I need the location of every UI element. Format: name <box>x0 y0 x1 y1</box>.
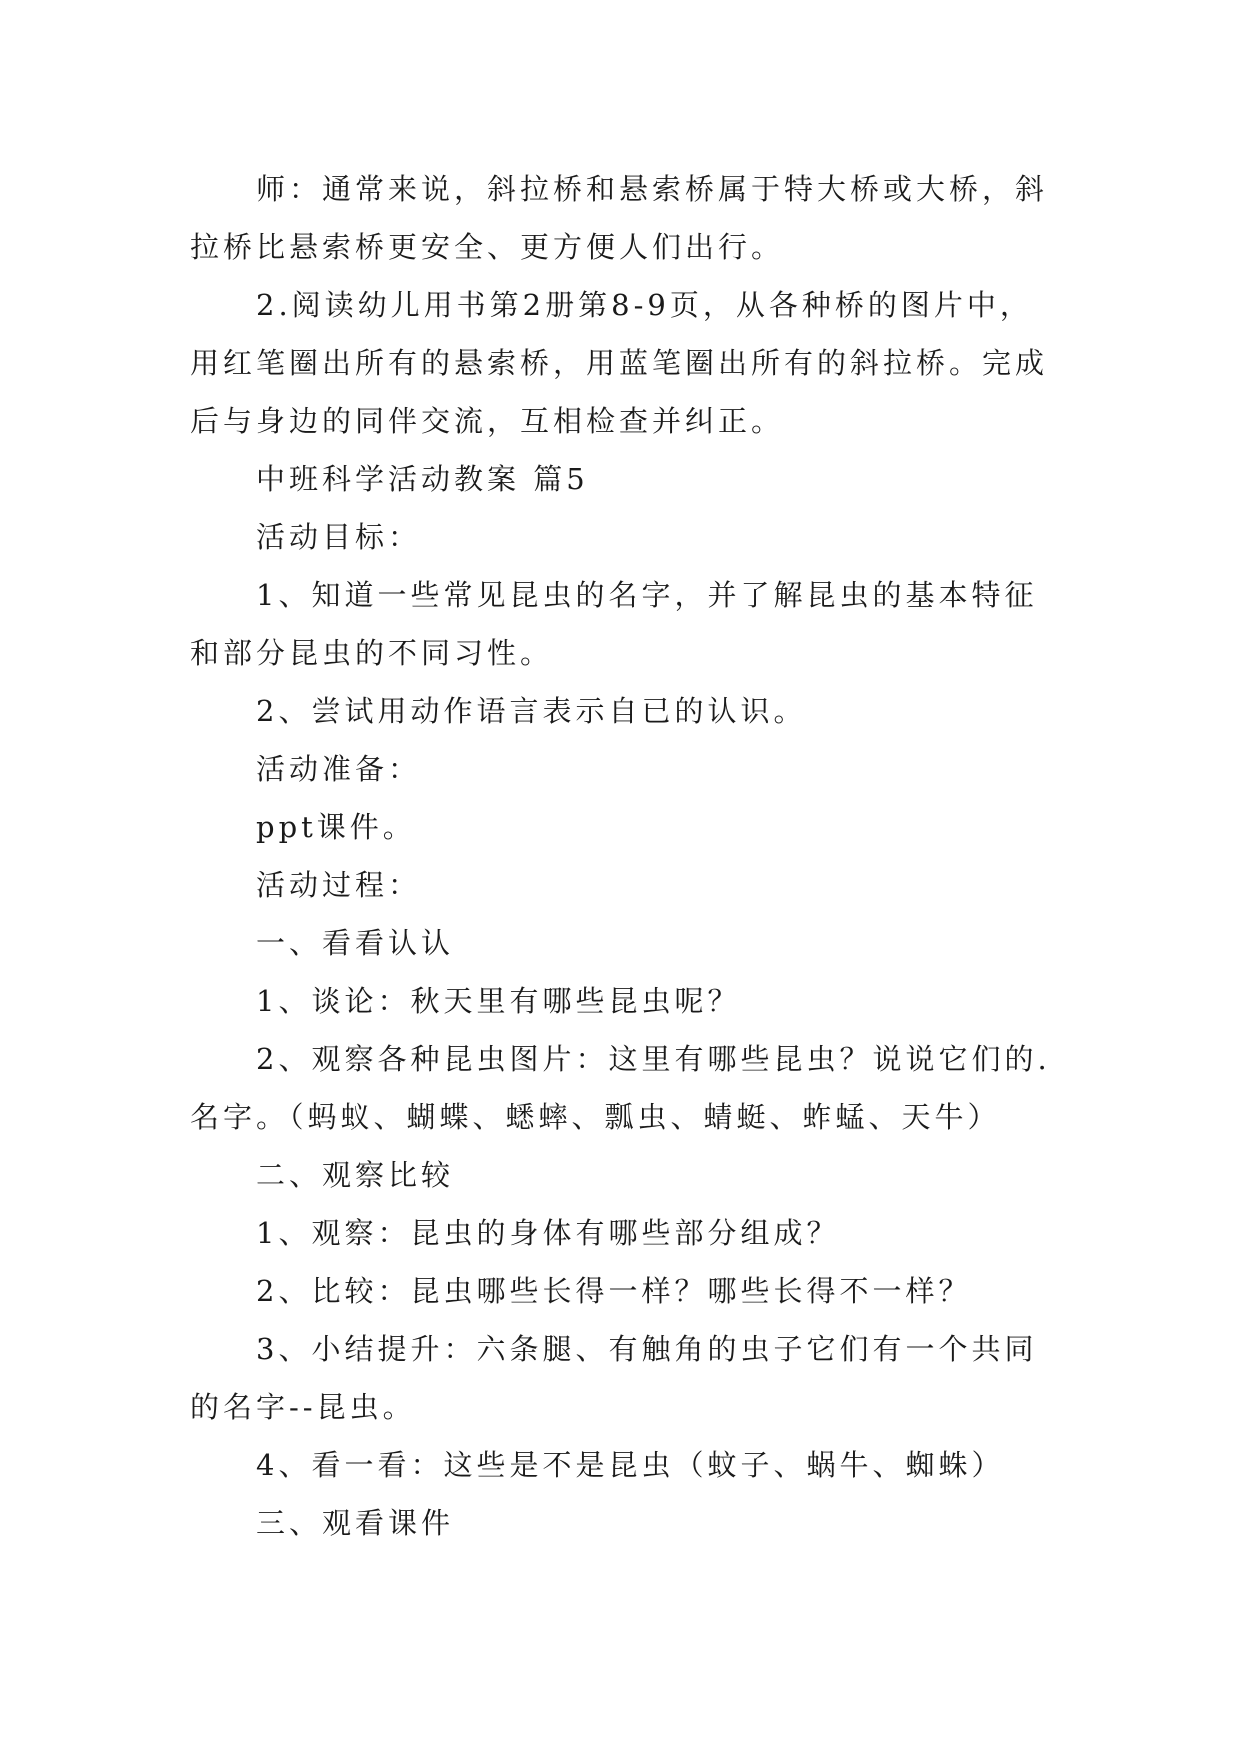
paragraph: 二、观察比较 <box>256 1158 455 1192</box>
paragraph: 2、观察各种昆虫图片：这里有哪些昆虫？说说它们的.名字。（蚂蚁、蝴蝶、蟋蟀、瓢虫、蜻蜓、蚱蜢、天牛） <box>190 1042 1051 1134</box>
paragraph: 活动准备： <box>256 752 422 786</box>
paragraph: 2、尝试用动作语言表示自已的认识。 <box>256 694 807 728</box>
paragraph: 一、看看认认 <box>256 926 455 960</box>
paragraph: 3、小结提升：六条腿、有触角的虫子它们有一个共同的名字--昆虫。 <box>190 1332 1038 1424</box>
paragraph: 1、知道一些常见昆虫的名字，并了解昆虫的基本特征和部分昆虫的不同习性。 <box>190 578 1038 670</box>
section-heading: 中班科学活动教案 篇5 <box>256 462 589 496</box>
paragraph: ppt课件。 <box>256 810 416 844</box>
paragraph: 1、观察：昆虫的身体有哪些部分组成？ <box>256 1216 840 1250</box>
document-body <box>190 160 1060 1552</box>
paragraph: 活动目标： <box>256 520 422 554</box>
paragraph: 活动过程： <box>256 868 422 902</box>
paragraph: 三、观看课件 <box>256 1506 455 1540</box>
paragraph: 2、比较：昆虫哪些长得一样？哪些长得不一样？ <box>256 1274 972 1308</box>
paragraph: 2.阅读幼儿用书第2册第8-9页，从各种桥的图片中，用红笔圈出所有的悬索桥，用蓝笔圈出所有的斜拉桥。完成后与身边的同伴交流，互相检查并纠正。 <box>190 288 1049 438</box>
paragraph: 师：通常来说，斜拉桥和悬索桥属于特大桥或大桥，斜拉桥比悬索桥更安全、更方便人们出行。 <box>190 172 1049 264</box>
paragraph: 4、看一看：这些是不是昆虫（蚊子、蜗牛、蜘蛛） <box>256 1448 1005 1482</box>
paragraph: 1、谈论：秋天里有哪些昆虫呢？ <box>256 984 741 1018</box>
